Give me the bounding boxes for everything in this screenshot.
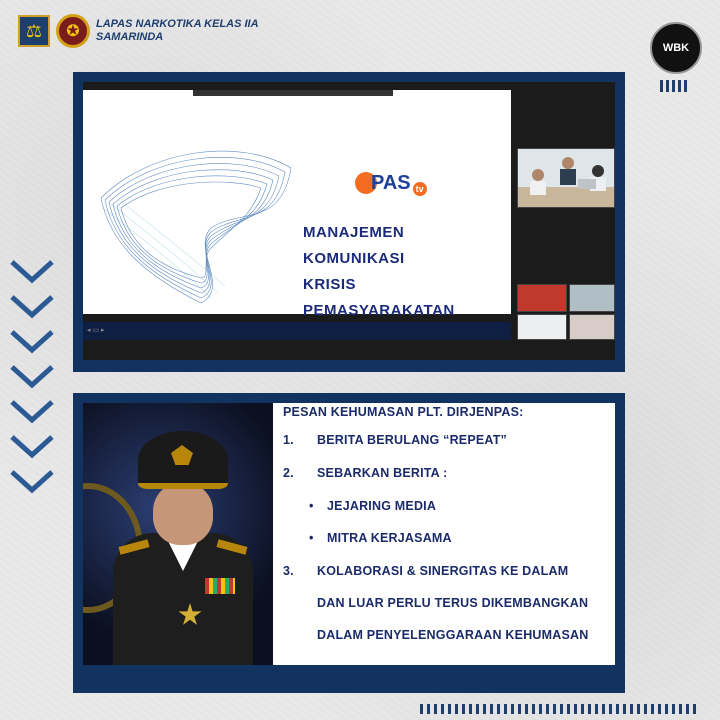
participant-video-tile[interactable] xyxy=(517,284,567,312)
wave-graphic xyxy=(91,138,301,308)
badge-text: WBK xyxy=(662,42,690,54)
medal-ribbons xyxy=(205,578,235,594)
chevron-down-icon xyxy=(10,293,54,319)
zoom-controls[interactable]: ◂ ▭ ▸ xyxy=(87,327,105,334)
chevron-down-icon xyxy=(10,258,54,284)
wbk-badge-icon xyxy=(650,22,702,74)
bullet: • xyxy=(309,499,314,513)
list-item-continuation xyxy=(317,628,588,642)
list-number: 2. xyxy=(283,466,294,480)
message-panel xyxy=(73,393,625,693)
meeting-screen xyxy=(83,82,615,360)
organization-name xyxy=(96,18,259,44)
chevron-column xyxy=(10,258,66,503)
list-text: SEBARKAN BERITA : xyxy=(317,466,448,480)
list-text: BERITA BERULANG “REPEAT” xyxy=(317,433,507,447)
slide-title-line: KOMUNIKASI xyxy=(303,250,405,267)
chevron-down-icon xyxy=(10,328,54,354)
slide-title-line: MANAJEMEN xyxy=(303,224,405,241)
org-line1: LAPAS NARKOTIKA KELAS IIA xyxy=(96,18,259,30)
list-item xyxy=(309,499,437,513)
participants-photo xyxy=(518,149,614,207)
participant-video-tile[interactable] xyxy=(569,314,615,340)
header xyxy=(18,14,259,48)
list-item xyxy=(283,564,569,578)
decorative-stripes xyxy=(420,704,700,714)
list-text: JEJARING MEDIA xyxy=(327,499,437,513)
participant-video-tile[interactable] xyxy=(569,284,615,312)
decorative-stripes xyxy=(660,80,690,92)
list-text: KOLABORASI & SINERGITAS KE DALAM xyxy=(317,564,569,578)
pastv-logo xyxy=(355,170,427,196)
message-content xyxy=(273,403,615,665)
list-text: DALAM PENYELENGGARAAN KEHUMASAN xyxy=(317,628,589,642)
list-text: MITRA KERJASAMA xyxy=(327,531,452,545)
slide-title xyxy=(303,220,455,324)
list-item xyxy=(309,531,452,545)
participant-video-tile[interactable] xyxy=(517,314,567,340)
bullet: • xyxy=(309,531,314,545)
official-portrait xyxy=(83,403,273,665)
chevron-down-icon xyxy=(10,468,54,494)
list-text: DAN LUAR PERLU TERUS DIKEMBANGKAN xyxy=(317,596,589,610)
chevron-down-icon xyxy=(10,398,54,424)
chevron-down-icon xyxy=(10,433,54,459)
slide-title-line: KRISIS xyxy=(303,276,357,293)
pemasyarakatan-logo-icon: ✪ xyxy=(56,14,90,48)
list-item-continuation xyxy=(317,596,588,610)
list-item xyxy=(283,466,448,480)
tv-logo-text: tv xyxy=(413,182,427,196)
list-item xyxy=(283,433,507,447)
message-title: PESAN KEHUMASAN PLT. DIRJENPAS: xyxy=(283,405,524,419)
org-line2: SAMARINDA xyxy=(96,31,164,43)
slide-footer-bar xyxy=(83,322,511,340)
list-number: 3. xyxy=(283,564,294,578)
presentation-slide xyxy=(83,90,511,334)
kemenkumham-logo-icon: ⚖ xyxy=(18,15,50,47)
meeting-screenshot-panel xyxy=(73,72,625,372)
slide-top-bar xyxy=(193,90,393,96)
face xyxy=(153,483,213,545)
list-number: 1. xyxy=(283,433,294,447)
pas-logo-text: PAS xyxy=(371,171,411,194)
chevron-down-icon xyxy=(10,363,54,389)
slide-title-line: PEMASYARAKATAN xyxy=(303,302,455,319)
participant-video-tile[interactable] xyxy=(517,148,615,208)
